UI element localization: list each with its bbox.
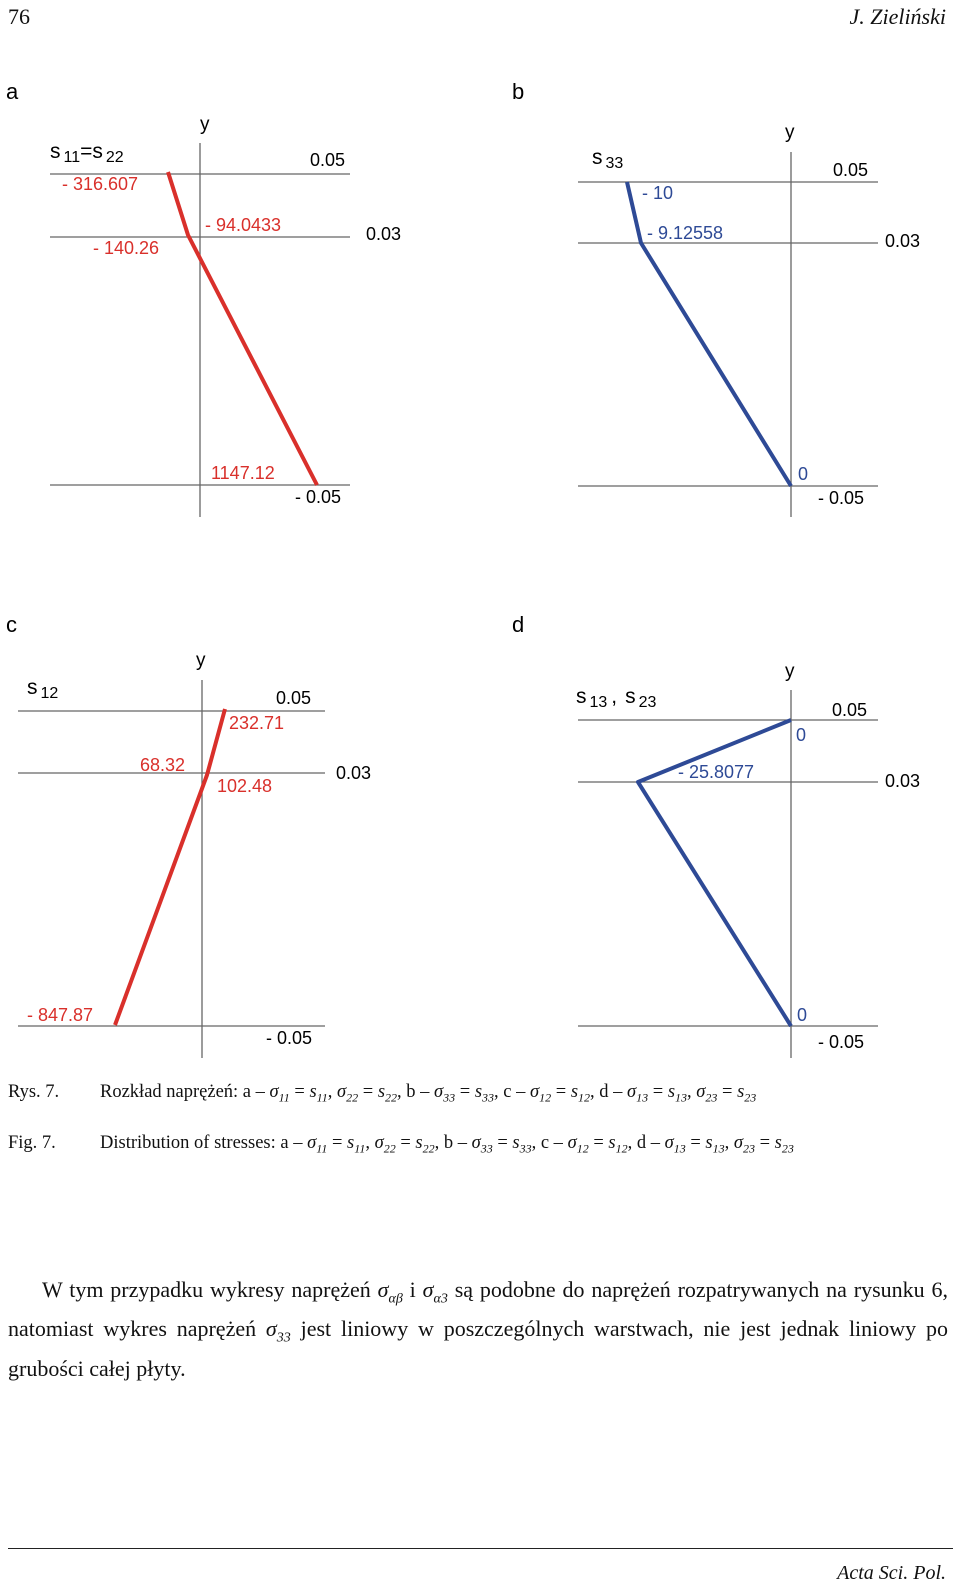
- panel-a: [6, 79, 401, 517]
- top-coordinate-label: 0.05: [276, 688, 312, 708]
- bottom-coordinate-label: - 0.05: [818, 488, 865, 508]
- panel-letter: d: [512, 612, 525, 637]
- bottom-coordinate-label: - 0.05: [818, 1032, 865, 1052]
- bottom-coordinate-label: - 0.05: [266, 1028, 313, 1048]
- stress-value: 102.48: [217, 776, 273, 796]
- stress-value: 0: [798, 464, 809, 484]
- panel-d: [512, 612, 920, 1058]
- stress-symbol: s 33: [592, 146, 624, 172]
- caption-text: Distribution of stresses: $a - \sigma_{11} = s_{11}$, $\sigma_{22} = s_{22}$, $b - \sigma_{33} = s_{33}$, $c - \sigma_{12} = s_{12}$, $d - \sigma_{13} = s_{13}$, $\sigma_{23} = s_{23}$: [100, 1133, 794, 1156]
- panel-b: [512, 79, 920, 517]
- panel-letter: a: [6, 79, 19, 104]
- top-coordinate-label: 0.05: [832, 700, 868, 720]
- top-coordinate-label: 0.05: [310, 150, 346, 170]
- stress-value: - 25.8077: [678, 762, 755, 782]
- stress-value: - 10: [642, 183, 674, 203]
- stress-value: - 316.607: [62, 174, 139, 194]
- caption-text: Rozkład naprężeń: $a - \sigma_{11} = s_{11}$, $\sigma_{22} = s_{22}$, $b - \sigma_{33} = s_{33}$, $c - \sigma_{12} = s_{12}$, $d - \sigma_{13} = s_{13}$, $\sigma_{23} = s_{23}$: [100, 1082, 757, 1105]
- bottom-coordinate-label: - 0.05: [295, 487, 342, 507]
- stress-symbol: s 13 , s 23: [576, 685, 657, 711]
- y-axis-label: y: [200, 114, 210, 135]
- stress-value: 68.32: [140, 755, 186, 775]
- figure-caption-english: [8, 1131, 953, 1162]
- panel-c: [6, 612, 371, 1058]
- page-number: 76: [8, 4, 30, 29]
- figure-caption-polish: [8, 1080, 953, 1111]
- stress-value: 0: [797, 1005, 808, 1025]
- stress-value: 232.71: [229, 713, 285, 733]
- caption-label: Fig. 7.: [8, 1133, 56, 1153]
- stress-symbol: s 12: [27, 676, 59, 702]
- stress-value: - 140.26: [93, 238, 160, 258]
- body-paragraph: W tym przypadku wykresy naprężeń $\sigma_{\alpha\beta}$ i $\sigma_{\alpha 3}$ są podobne do naprężeń rozpatrywanych na rysunku 6, natomiast wykres naprężeń $\sigma_{33}$ jest liniowy w poszczególnych warstwach, nie jest jednak liniowy po grubości całej płyty.: [8, 1277, 948, 1381]
- journal-name: Acta Sci. Pol.: [837, 1562, 946, 1584]
- top-coordinate-label: 0.05: [833, 160, 869, 180]
- y-axis-label: y: [785, 661, 795, 682]
- y-axis-label: y: [785, 122, 795, 143]
- mid-coordinate-label: 0.03: [366, 224, 402, 244]
- mid-coordinate-label: 0.03: [336, 763, 372, 783]
- caption-label: Rys. 7.: [8, 1082, 60, 1102]
- running-author: J. Zieliński: [849, 4, 946, 29]
- panel-letter: b: [512, 79, 525, 104]
- stress-value: 0: [796, 725, 807, 745]
- stress-value: - 847.87: [27, 1005, 94, 1025]
- panel-letter: c: [6, 612, 17, 637]
- stress-symbol: s 11=s 22: [50, 140, 124, 166]
- y-axis-label: y: [196, 650, 206, 671]
- mid-coordinate-label: 0.03: [885, 771, 921, 791]
- stress-value: - 9.12558: [647, 223, 724, 243]
- stress-value: 1147.12: [211, 463, 275, 483]
- stress-value: - 94.0433: [205, 215, 282, 235]
- footer-rule: [8, 1548, 953, 1549]
- mid-coordinate-label: 0.03: [885, 231, 921, 251]
